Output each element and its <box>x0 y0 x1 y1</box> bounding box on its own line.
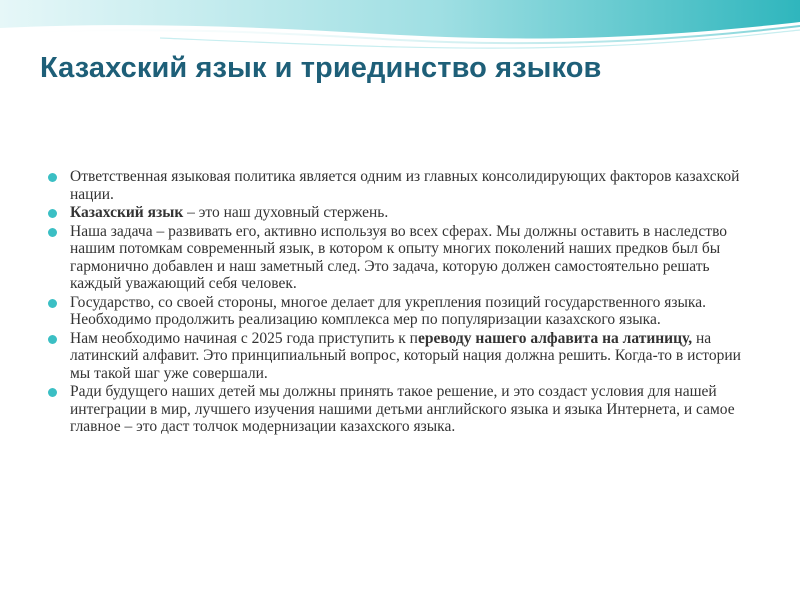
bullet-text: на латинский алфавит. Это принципиальный вопрос, который нация должна решить. Когда-то в истории мы такой шаг уже совершали. <box>70 329 741 382</box>
bullet-text: Государство, со своей стороны, многое делает для укрепления позиций государственного языка. Необходимо продолжить реализацию комплекса мер по популяризации казахского языка. <box>70 293 706 328</box>
bullet-item <box>46 223 756 293</box>
bullet-dot-icon <box>48 228 57 237</box>
bullet-dot-icon <box>48 209 57 218</box>
slide-title: Казахский язык и триединство языков <box>40 52 602 84</box>
bullet-text: Нам необходимо начиная с 2025 года приступить к п <box>70 329 418 347</box>
bullet-item <box>46 168 756 203</box>
bullet-item <box>46 204 756 222</box>
bullet-text: Наша задача – развивать его, активно используя во всех сферах. Мы должны оставить в наследство нашим потомкам современный язык, в котором к опыту многих поколений наших предков был бы гармонично добавлен и наш заметный след. Это задача, которую должен самостоятельно решать каждый уважающий себя человек. <box>70 222 728 292</box>
bullet-dot-icon <box>48 299 57 308</box>
bullet-list <box>46 168 756 437</box>
bullet-text: – это наш духовный стержень. <box>183 204 389 221</box>
bullet-emphasis: ереводу нашего алфавита на латиницу, <box>417 329 693 347</box>
bullet-dot-icon <box>48 388 57 397</box>
bullet-text: Ответственная языковая политика является одним из главных консолидирующих факторов казахской нации. <box>70 168 740 203</box>
bullet-dot-icon <box>48 335 57 344</box>
bullet-text: Ради будущего наших детей мы должны принять такое решение, и это создаст условия для нашей интеграции в мир, лучшего изучения нашими детьми английского языка и языка Интернета, и самое главное – это даст толчок модернизации казахского языка. <box>70 383 735 435</box>
bullet-item <box>46 330 756 383</box>
bullet-emphasis: Казахский язык <box>70 204 184 221</box>
wave-band <box>0 0 800 38</box>
bullet-item <box>46 294 756 329</box>
bullet-item <box>46 383 756 436</box>
bullet-dot-icon <box>48 173 57 182</box>
